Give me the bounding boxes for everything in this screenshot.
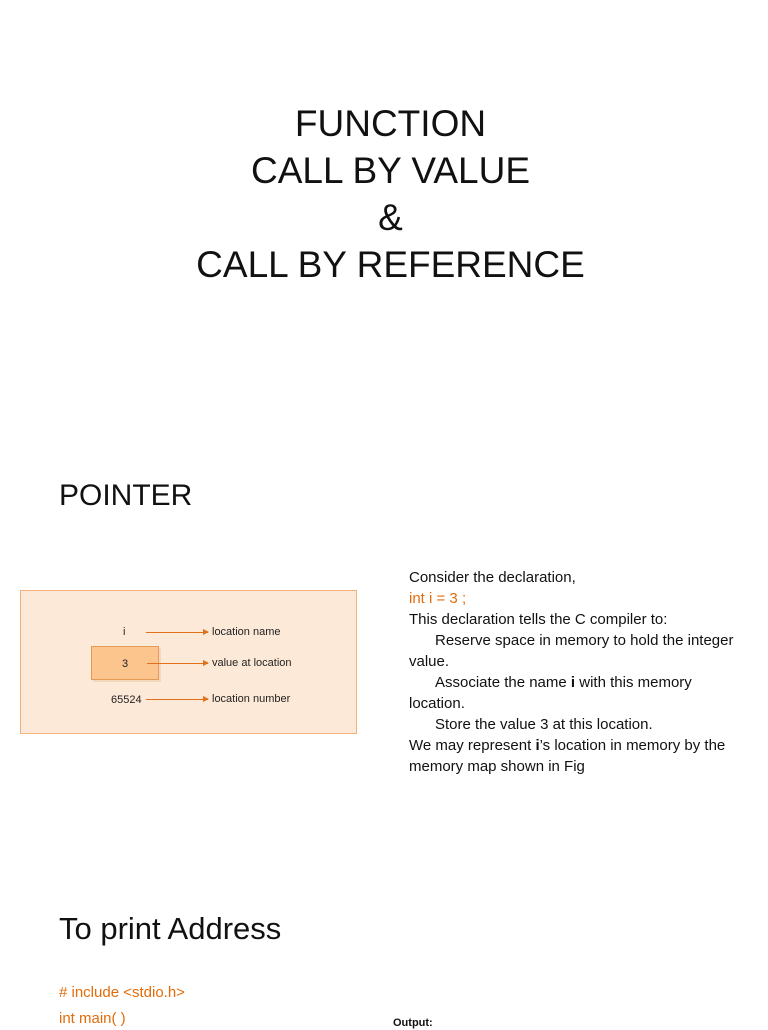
location-name-label: location name: [212, 626, 281, 638]
code-line-include: # include <stdio.h>: [59, 984, 185, 1001]
arrow-to-value-at-location: [147, 663, 208, 664]
title-block: [0, 100, 768, 288]
memory-map-figure: [20, 590, 357, 734]
print-address-heading: To print Address: [59, 911, 282, 946]
represent-var: i: [535, 737, 540, 754]
step-store-value: [409, 714, 749, 735]
arrow-to-location-number: [146, 699, 208, 700]
pointer-heading: POINTER: [59, 479, 193, 512]
address-label: 65524: [111, 694, 142, 706]
pointer-description: [409, 567, 749, 777]
represent-before: We may represent: [409, 737, 536, 754]
description-intro: Consider the declaration,: [409, 569, 576, 586]
output-label: Output:: [393, 1017, 433, 1029]
memory-cell-value: 3: [121, 658, 129, 670]
step-associate-before: Associate the name: [435, 674, 571, 691]
step-associate-var: i: [570, 674, 576, 691]
represent-after: ’s location in memory by the memory map shown in Fig: [409, 737, 726, 775]
title-line-call-by-value: CALL BY VALUE: [250, 150, 531, 191]
step-store-value-text: Store the value 3 at this location.: [435, 716, 653, 733]
location-number-label: location number: [212, 693, 291, 705]
step-associate-name: [409, 672, 749, 714]
description-tells: This declaration tells the C compiler to:: [409, 611, 668, 628]
step-associate-after: with this memory location.: [409, 674, 692, 712]
value-at-location-label: value at location: [212, 657, 292, 669]
step-reserve-space-text: Reserve space in memory to hold the integer value.: [409, 632, 734, 670]
title-line-ampersand: &: [378, 197, 403, 238]
declaration-code: int i = 3 ;: [409, 590, 467, 607]
variable-name-label: i: [123, 626, 126, 638]
title-line-function: FUNCTION: [294, 103, 487, 144]
step-reserve-space: [409, 630, 749, 672]
arrow-to-location-name: [146, 632, 208, 633]
code-line-main: int main( ): [59, 1010, 126, 1027]
description-represent: [409, 735, 749, 777]
title-line-call-by-reference: CALL BY REFERENCE: [196, 244, 585, 285]
